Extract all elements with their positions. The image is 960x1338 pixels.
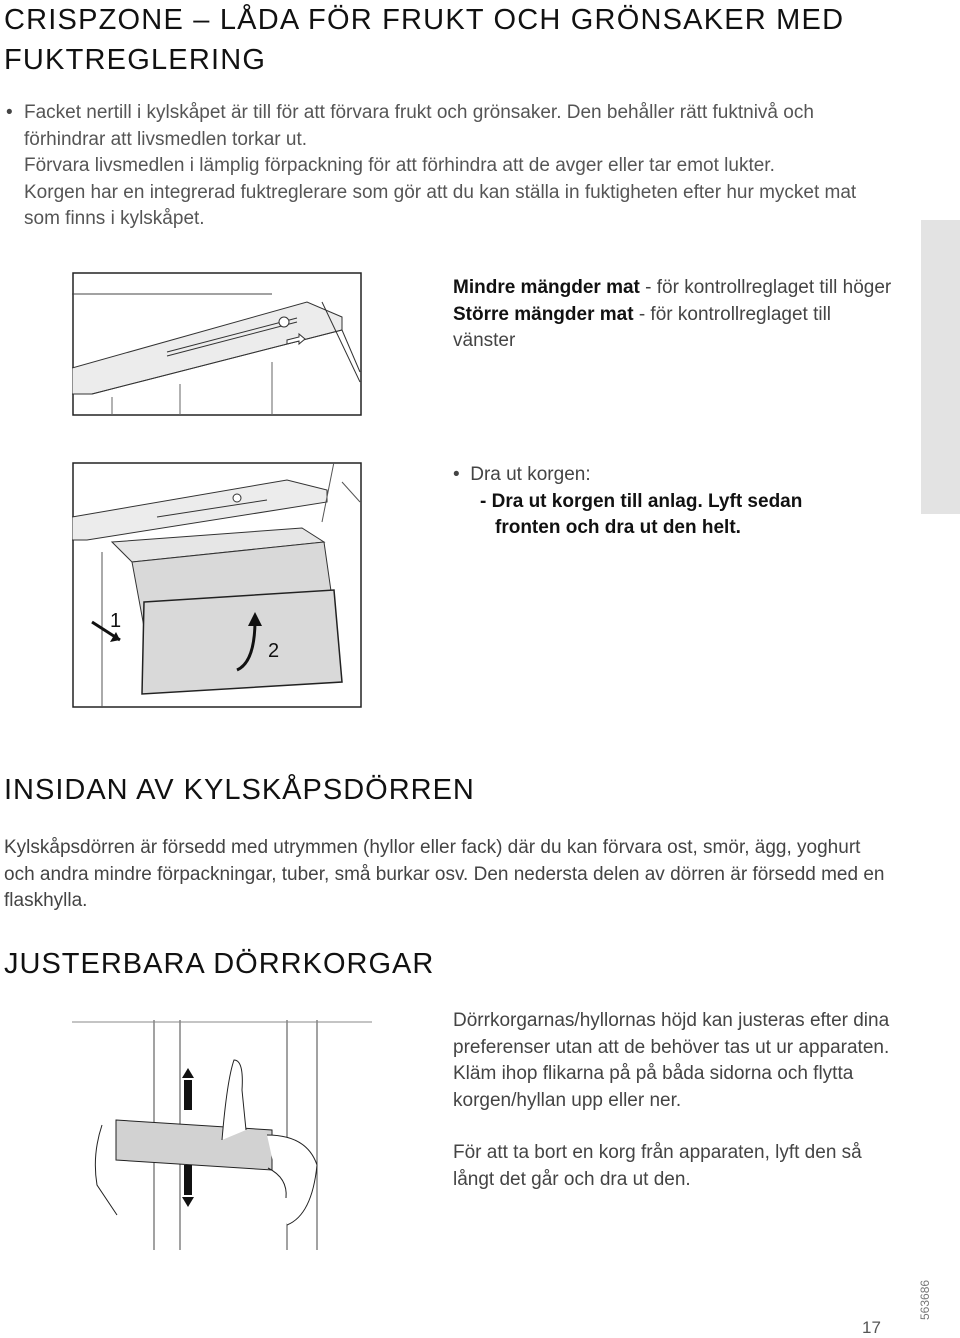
humidity-control-illustration: [72, 272, 362, 416]
pull-out-intro: Dra ut korgen:: [470, 464, 591, 485]
bullet-marker: •: [453, 464, 460, 485]
door-inside-paragraph: Kylskåpsdörren är försedd med utrymmen (hyllor eller fack) där du kan förvara ost, smör, ägg, yoghurt och andra mindre förpackningar, tuber, små burkar osv. Den nedersta delen av dörren är försedd med en flaskhylla.: [4, 837, 885, 911]
humidity-small-label: Mindre mängder mat: [453, 277, 640, 298]
humidity-small-text: - för kontrollreglaget till höger: [639, 277, 892, 298]
humidity-large-text: - för kontrollreglaget till vänster: [453, 303, 832, 351]
section-title-crispzone: CRISPZONE – LÅDA FÖR FRUKT OCH GRÖNSAKER MED FUKTREGLERING: [4, 4, 845, 76]
bullet-text: Facket nertill i kylskåpet är till för att förvara frukt och grönsaker. Den behåller rätt fuktnivå och förhindrar att livsmedlen torkar ut.: [24, 102, 814, 150]
bullet-text: Korgen har en integrerad fuktreglerare som gör att du kan ställa in fuktigheten efter hur mycket mat som finns i kylskåpet.: [24, 181, 857, 229]
list-item: [4, 180, 894, 233]
humidity-large-line: [453, 302, 893, 355]
document-id: 563686: [918, 1279, 932, 1320]
bullet-text: Förvara livsmedlen i lämplig förpackning för att förhindra att de avger eller tar emot lukter.: [24, 155, 775, 176]
step-2-label: 2: [268, 640, 280, 662]
section-title-door-inside: INSIDAN AV KYLSKÅPSDÖRREN: [4, 774, 475, 806]
section-title-door-baskets: JUSTERBARA DÖRRKORGAR: [4, 948, 435, 980]
door-baskets-text: [453, 1008, 893, 1193]
humidity-instructions: [453, 275, 893, 355]
pull-out-drawer-illustration: [72, 462, 362, 708]
list-item: [4, 100, 894, 153]
door-baskets-para1: Dörrkorgarnas/hyllornas höjd kan justeras efter dina preferenser utan att de behöver tas ut ur apparaten.: [453, 1010, 890, 1058]
humidity-large-label: Större mängder mat: [453, 303, 634, 325]
pull-out-step-2: fronten och dra ut den helt.: [495, 517, 741, 538]
door-baskets-para3: För att ta bort en korg från apparaten, lyft den så långt det går och dra ut den.: [453, 1142, 862, 1190]
step-1-label: 1: [110, 610, 122, 632]
pull-out-instructions: [453, 462, 893, 542]
page-number: 17: [862, 1318, 881, 1337]
door-baskets-para2: Kläm ihop flikarna på på båda sidorna och flytta korgen/hyllan upp eller ner.: [453, 1063, 854, 1111]
bullet-marker: •: [6, 102, 13, 123]
humidity-small-line: [453, 275, 893, 302]
chapter-side-tab: [921, 220, 960, 514]
pull-out-intro-line: [453, 462, 893, 489]
pull-out-step-1: - Dra ut korgen till anlag. Lyft sedan: [480, 490, 803, 512]
adjust-door-basket-illustration: [72, 1020, 372, 1250]
list-item: [4, 153, 894, 180]
crispzone-bullet-list: [4, 100, 894, 233]
